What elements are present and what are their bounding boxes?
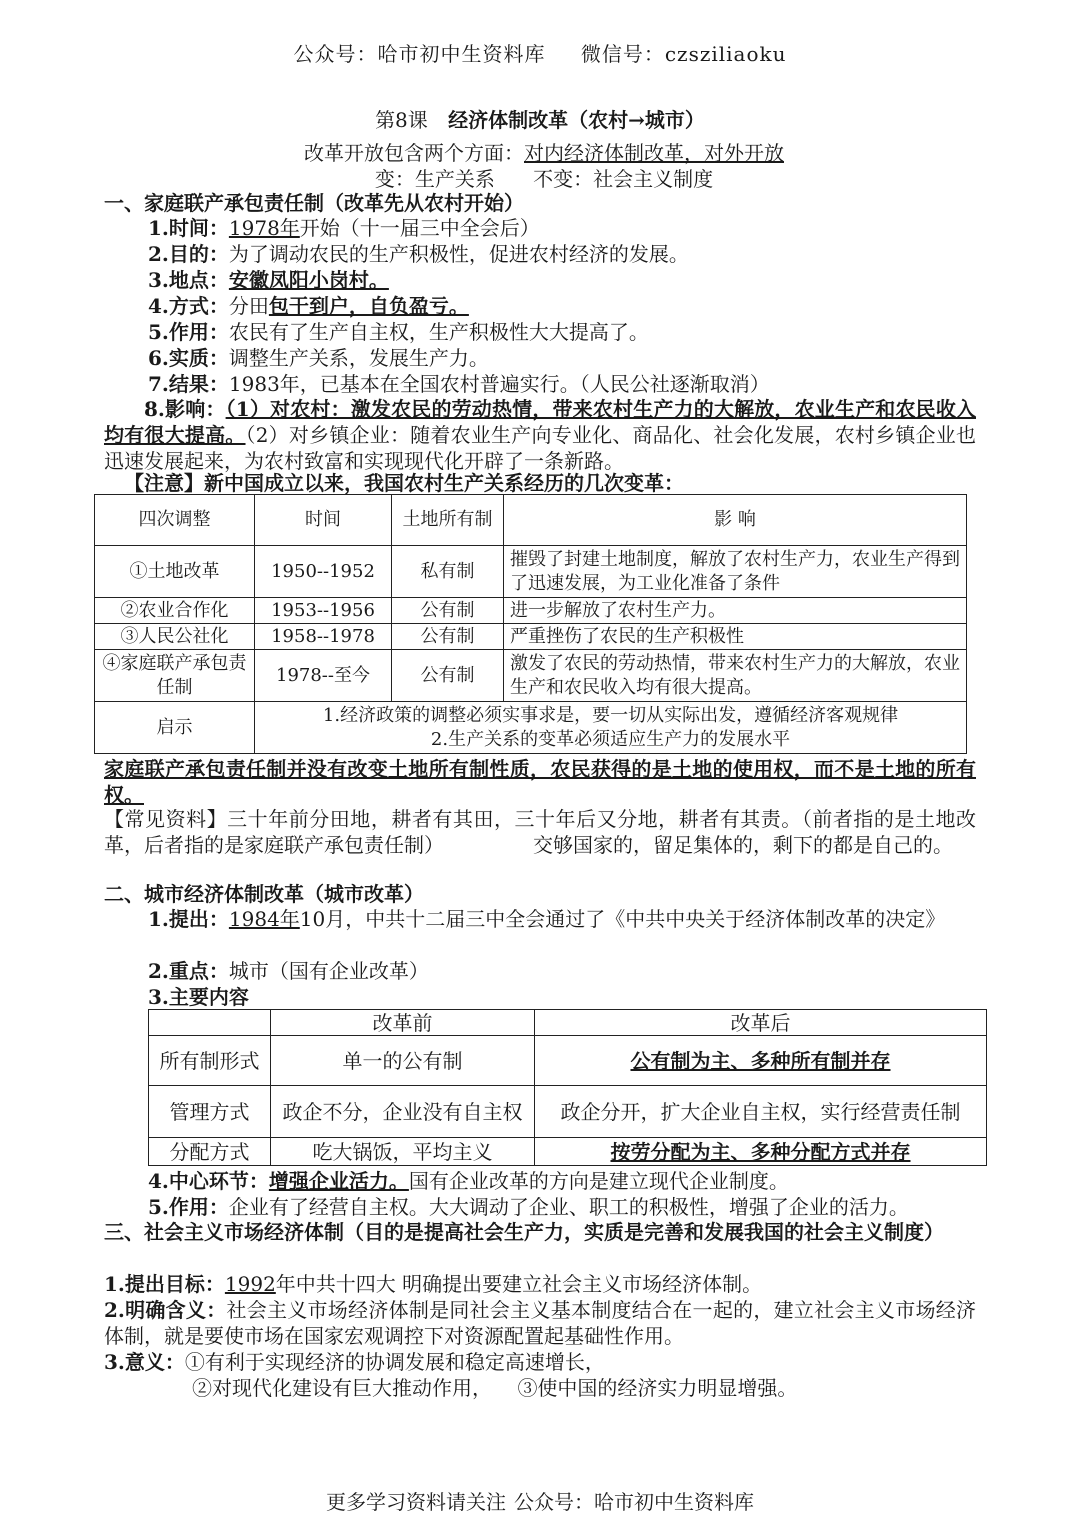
item-text: 10月，中共十二届三中全会通过了《中共中央关于经济体制改革的决定》 <box>299 907 946 931</box>
s3-item-meaning <box>104 1297 976 1349</box>
table-cell: 私有制 <box>392 546 504 598</box>
table-cell: 激发了农民的劳动热情，带来农村生产力的大解放，农业生产和农民收入均有很大提高。 <box>504 650 967 702</box>
table-header: 土地所有制 <box>392 495 504 546</box>
item-label: 6.实质： <box>148 346 229 370</box>
table-cell: ①土地改革 <box>95 546 255 598</box>
lesson-number: 第8课 <box>375 108 428 132</box>
table-cell: 按劳分配为主、多种分配方式并存 <box>535 1138 987 1166</box>
change-line <box>104 166 984 192</box>
impact-rural: （1）对农村：激发农民的劳动热情，带来农村生产力的大解放，农业生产和农民收入均有很大提高。 <box>104 397 976 447</box>
s2-item-proposal <box>104 906 976 932</box>
impact-town: （2）对乡镇企业：随着农业生产向专业化、商品化、社会化发展，农村乡镇企业也迅速发展起来，为农村致富和实现现代化开辟了一条新路。 <box>104 423 976 473</box>
table-header: 时间 <box>255 495 392 546</box>
urban-reform-table <box>148 1009 987 1166</box>
s1-item-effect <box>148 319 1028 345</box>
table-cell: 管理方式 <box>149 1086 271 1138</box>
table-cell: 吃大锅饭，平均主义 <box>271 1138 535 1166</box>
table-row <box>95 546 967 598</box>
table-cell: 摧毁了封建土地制度，解放了农村生产力，农业生产得到了迅速发展，为工业化准备了条件 <box>504 546 967 598</box>
footer-prefix: 更多学习资料请关注 <box>326 1490 506 1514</box>
table-cell: 公有制 <box>392 650 504 702</box>
s3-item-significance <box>104 1349 984 1375</box>
section3-heading: 三、社会主义市场经济体制（目的是提高社会生产力，实质是完善和发展我国的社会主义制度） <box>104 1220 944 1244</box>
table-cell: 严重挫伤了农民的生产积极性 <box>504 624 967 650</box>
lesson-name: 经济体制改革（农村→城市） <box>448 108 705 132</box>
common-label: 【常见资料】 <box>104 807 228 831</box>
table-header <box>149 1010 271 1036</box>
conclusion <box>104 756 976 808</box>
table-cell: ②农业合作化 <box>95 598 255 624</box>
s2-item-core <box>148 1168 1028 1194</box>
item-label: 3.地点： <box>148 268 229 292</box>
table-row <box>95 598 967 624</box>
item-value: 1983年，已基本在全国农村普遍实行。（人民公社逐渐取消） <box>228 372 770 396</box>
page-header <box>0 38 1080 67</box>
table-cell: ④家庭联产承包责任制 <box>95 650 255 702</box>
s3-item-goal <box>104 1271 984 1297</box>
table-cell: ③人民公社化 <box>95 624 255 650</box>
change-label: 变：生产关系 <box>374 167 495 191</box>
lesson-label: 启示 <box>95 702 255 754</box>
item-value-rest: 包干到户，自负盈亏。 <box>268 294 469 318</box>
item-label: 3.意义： <box>104 1350 185 1374</box>
item-text: ③使中国的经济实力明显增强。 <box>517 1376 798 1400</box>
item-value: 分田 <box>228 294 269 318</box>
section2-heading: 二、城市经济体制改革（城市改革） <box>104 882 424 906</box>
rural-changes-table <box>94 494 967 754</box>
table-cell: 1978--至今 <box>255 650 392 702</box>
s1-item-purpose <box>148 241 1028 267</box>
s1-item-method <box>148 293 1028 319</box>
item-value: 农民有了生产自主权，生产积极性大大提高了。 <box>228 320 649 344</box>
section1-heading: 一、家庭联产承包责任制（改革先从农村开始） <box>104 191 524 215</box>
table-row-lessons <box>95 702 967 754</box>
item-text: 城市（国有企业改革） <box>228 959 429 983</box>
item-label: 1.提出目标： <box>104 1272 225 1296</box>
item-text: 国有企业改革的方向是建立现代企业制度。 <box>408 1169 789 1193</box>
item-value: 调整生产关系，发展生产力。 <box>228 346 489 370</box>
s2-item-role <box>148 1194 1028 1220</box>
intro-line <box>104 140 984 166</box>
item-label: 2.重点： <box>148 959 229 983</box>
item-label: 2.明确含义： <box>104 1298 227 1322</box>
lesson-title <box>0 104 1080 133</box>
item-text: ①有利于实现经济的协调发展和稳定高速增长， <box>184 1350 605 1374</box>
s2-item-content: 3.主要内容 <box>148 985 249 1009</box>
item-year: 1992 <box>224 1272 276 1296</box>
footer-account: 公众号：哈市初中生资料库 <box>514 1490 754 1514</box>
unchanged-label: 不变：社会主义制度 <box>533 167 714 191</box>
table-header: 四次调整 <box>95 495 255 546</box>
item-text: 企业有了经营自主权。大大调动了企业、职工的积极性，增强了企业的活力。 <box>228 1195 909 1219</box>
intro-label: 改革开放包含两个方面： <box>304 141 524 165</box>
table-header: 改革后 <box>535 1010 987 1036</box>
table-cell: 单一的公有制 <box>271 1036 535 1086</box>
table-cell: 进一步解放了农村生产力。 <box>504 598 967 624</box>
header-account: 公众号：哈市初中生资料库 <box>293 42 546 66</box>
item-label: 1.时间： <box>148 216 229 240</box>
item-value: 安徽凤阳小岗村。 <box>228 268 389 292</box>
common-material <box>104 806 976 858</box>
item-label: 7.结果： <box>148 372 229 396</box>
table-cell: 公有制 <box>392 598 504 624</box>
s1-impact <box>104 396 976 474</box>
item-text: 社会主义市场经济体制是同社会主义基本制度结合在一起的，建立社会主义市场经济体制，就是要使市场在国家宏观调控下对资源配置起基础性作用。 <box>104 1298 976 1348</box>
table-row <box>149 1086 987 1138</box>
table-cell: 1953--1956 <box>255 598 392 624</box>
item-label: 5.作用： <box>148 1195 229 1219</box>
item-text: ②对现代化建设有巨大推动作用， <box>192 1376 492 1400</box>
table-cell: 所有制形式 <box>149 1036 271 1086</box>
table-header: 改革前 <box>271 1010 535 1036</box>
intro-aspects: 对内经济体制改革，对外开放 <box>524 141 784 165</box>
table-row <box>149 1138 987 1166</box>
table-cell: 分配方式 <box>149 1138 271 1166</box>
lessons-cell <box>255 702 967 754</box>
s1-item-essence <box>148 345 1028 371</box>
item-value-rest: 开始（十一届三中全会后） <box>299 216 540 240</box>
lesson-2: 2.生产关系的变革必须适应生产力的发展水平 <box>430 728 791 750</box>
item-text: 年中共十四大 明确提出要建立社会主义市场经济体制。 <box>275 1272 763 1296</box>
table-cell: 1958--1978 <box>255 624 392 650</box>
conclusion-text: 家庭联产承包责任制并没有改变土地所有制性质，农民获得的是土地的使用权，而不是土地的所有权。 <box>104 757 976 807</box>
page-footer <box>0 1486 1080 1515</box>
item-key: 增强企业活力。 <box>268 1169 409 1193</box>
item-label: 2.目的： <box>148 242 229 266</box>
s3-item-significance-cont <box>192 1375 1072 1401</box>
table-row <box>95 650 967 702</box>
item-year: 1984年 <box>228 907 300 931</box>
table-cell: 政企不分，企业没有自主权 <box>271 1086 535 1138</box>
table-row <box>149 1036 987 1086</box>
item-label: 1.提出： <box>148 907 229 931</box>
item-label: 5.作用： <box>148 320 229 344</box>
impact-label: 8.影响： <box>144 397 226 421</box>
s1-item-result <box>148 371 1028 397</box>
item-value: 1978年 <box>228 216 300 240</box>
common-text: 三十年前分田地，耕者有其田，三十年后又分地，耕者有其责。（前者指的是土地改革，后者指的是家庭联产承包责任制） <box>104 807 977 857</box>
s1-item-time <box>148 215 1028 241</box>
item-label: 4.中心环节： <box>148 1169 269 1193</box>
note-heading: 【注意】新中国成立以来，我国农村生产关系经历的几次变革： <box>124 471 684 495</box>
s2-item-focus <box>148 958 1028 984</box>
item-value: 为了调动农民的生产积极性，促进农村经济的发展。 <box>228 242 689 266</box>
table-header: 影 响 <box>504 495 967 546</box>
header-wechat: 微信号：czsziliaoku <box>580 42 787 66</box>
table-cell: 公有制为主、多种所有制并存 <box>535 1036 987 1086</box>
item-label: 4.方式： <box>148 294 229 318</box>
table-cell: 公有制 <box>392 624 504 650</box>
s1-item-place <box>148 267 1028 293</box>
common-tail: 交够国家的，留足集体的，剩下的都是自己的。 <box>533 833 954 857</box>
lesson-1: 1.经济政策的调整必须实事求是，要一切从实际出发，遵循经济客观规律 <box>322 704 899 726</box>
table-row <box>95 624 967 650</box>
table-cell: 1950--1952 <box>255 546 392 598</box>
table-cell: 政企分开，扩大企业自主权，实行经营责任制 <box>535 1086 987 1138</box>
